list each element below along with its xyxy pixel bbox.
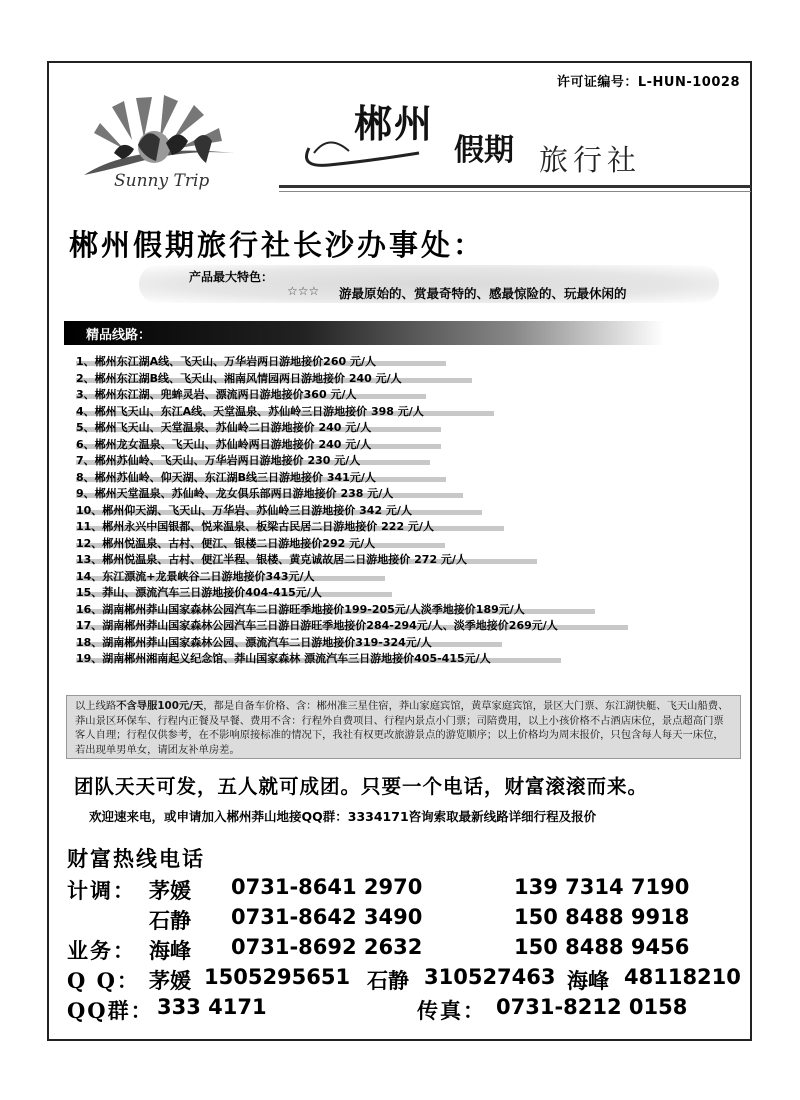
route-text: 4、郴州飞天山、东江A线、天堂温泉、苏仙岭三日游地接价 398 元/人: [76, 404, 424, 418]
route-item: [76, 485, 736, 502]
route-item: [76, 535, 736, 552]
route-text: 13、郴州悦温泉、古村、便江半程、银楼、黄克诚故居二日游地接价 272 元/人: [76, 553, 467, 566]
route-item: [76, 502, 736, 519]
route-text: 18、湖南郴州莽山国家森林公园、漂流汽车二日游地接价319-324元/人: [76, 635, 432, 649]
route-text: 6、郴州龙女温泉、飞天山、苏仙岭两日游地接价 240 元/人: [76, 437, 372, 451]
contact-mobile: 150 8488 9918: [514, 905, 690, 929]
route-text: 15、莽山、漂流汽车三日游地接价404-415元/人: [76, 586, 322, 599]
route-list: [76, 353, 736, 667]
sunny-trip-logo: [74, 83, 244, 198]
route-item: [76, 386, 736, 403]
office-title: 郴州假期旅行社长沙办事处：: [69, 228, 486, 262]
header-divider-thin: [279, 191, 751, 192]
route-text: 17、湖南郴州莽山国家森林公园汽车三日游日游旺季地接价284-294元/人、淡季地接价269元/人: [76, 619, 558, 632]
fax-label: 传真：: [417, 998, 486, 1023]
qq-group-label: QQ群：: [67, 998, 154, 1023]
contact-mobile: 139 7314 7190: [514, 875, 690, 899]
route-text: 3、郴州东江湖、兜蛑灵岩、漂流两日游地接价360 元/人: [76, 388, 357, 401]
contact-row-3: [67, 935, 136, 965]
route-item: [76, 601, 736, 618]
route-item: [76, 650, 736, 667]
route-text: 7、郴州苏仙岭、飞天山、万华岩两日游地接价 230 元/人: [76, 454, 361, 467]
qq-name: 茅媛: [149, 968, 191, 993]
route-item: [76, 436, 736, 453]
brand-sub-text: 假期: [454, 133, 514, 168]
notes-highlight: 不含导服100元/天: [116, 700, 204, 712]
contact-tel: 0731-8692 2632: [231, 935, 423, 959]
contact-mobile: 150 8488 9456: [514, 935, 690, 959]
header-divider: [279, 185, 751, 188]
notes-lead: 以上线路: [75, 700, 117, 712]
qq-number: 1505295651: [204, 965, 351, 989]
route-item: [76, 452, 736, 469]
route-item: [76, 634, 736, 651]
contact-row-1: [67, 875, 136, 905]
license-number: 许可证编号：L-HUN-10028: [556, 75, 740, 90]
route-text: 12、郴州悦温泉、古村、便江、银楼二日游地接价292 元/人: [76, 536, 376, 550]
contact-tel: 0731-8642 3490: [231, 905, 423, 929]
route-text: 5、郴州飞天山、天堂温泉、苏仙岭二日游地接价 240 元/人: [76, 421, 372, 434]
route-text: 2、郴州东江湖B线、飞天山、湘南风情园两日游地接价 240 元/人: [76, 371, 402, 385]
fax-row: [417, 995, 486, 1025]
route-text: 1、郴州东江湖A线、飞天山、万华岩两日游地接价260 元/人: [76, 355, 376, 368]
qq-group-row: [67, 995, 154, 1025]
qq-label: Q Q：: [67, 968, 140, 993]
contact-name: 石静: [149, 908, 191, 933]
route-text: 9、郴州天堂温泉、苏仙岭、龙女俱乐部两日游地接价 238 元/人: [76, 487, 394, 500]
route-text: 14、东江漂流+龙景峡谷二日游地接价343元/人: [76, 569, 315, 583]
qq-row: [67, 965, 140, 995]
route-text: 19、湖南郴州湘南起义纪念馆、莽山国家森林 漂流汽车三日游地接价405-415元/人: [76, 652, 491, 665]
contact-tel: 0731-8641 2970: [231, 875, 423, 899]
slogan: 团队天天可发，五人就可成团。只要一个电话，财富滚滚而来。: [74, 775, 649, 798]
sun-logo-icon: [74, 83, 244, 183]
flyer-page: [47, 61, 752, 1041]
route-item: [76, 469, 736, 486]
logo-script-text: Sunny Trip: [114, 171, 210, 191]
brand-main-text: 郴州: [354, 101, 435, 146]
feature-label: 产品最大特色：: [189, 270, 274, 284]
brand-logo: [289, 93, 669, 183]
route-text: 10、郴州仰天湖、飞天山、万华岩、苏仙岭三日游地接价 342 元/人: [76, 503, 412, 517]
route-text: 11、郴州永兴中国银都、悦来温泉、板梁古民居二日游地接价 222 元/人: [76, 520, 434, 533]
qq-name: 海峰: [567, 968, 609, 993]
dispatch-label: 计调：: [67, 878, 136, 903]
route-item: [76, 551, 736, 568]
contact-name: 茅媛: [149, 878, 191, 903]
sales-label: 业务：: [67, 938, 136, 963]
route-item: [76, 403, 736, 420]
route-item: [76, 419, 736, 436]
qq-group-number: 333 4171: [157, 995, 267, 1019]
route-item: [76, 518, 736, 535]
routes-heading-bar: [64, 321, 664, 345]
feature-text: 游最原始的、赏最奇特的、感最惊险的、玩最休闲的: [339, 286, 627, 301]
qq-name: 石静: [367, 968, 409, 993]
brand-type-text: 旅行社: [539, 143, 642, 177]
hotline-title: 财富热线电话: [67, 846, 205, 871]
welcome-text: 欢迎速来电，或申请加入郴州莽山地接QQ群：3334171咨询索取最新线路详细行程及报价: [89, 809, 597, 824]
star-icon: ☆☆☆: [287, 284, 320, 298]
route-item: [76, 353, 736, 370]
route-item: [76, 584, 736, 601]
qq-number: 310527463: [424, 965, 556, 989]
notes-body: ，都是自备车价格、含：郴州准三星住宿，莽山家庭宾馆，黄草家庭宾馆，景区大门票、东江湖快艇、飞天山船费、莽山景区环保车、行程内正餐及早餐、费用不含：行程外自费项目、行程内景点小门票；司陪费用，以上小孩价格不占酒店床位，景点超高门票客人自理；行程仅供参考，在不影响原接标准的情况下，我社有权更改旅游景点的游览顺序；以上价格均为周末报价，只包含每人每天一床位，若出现单男单女，请团友补单房差。: [75, 700, 729, 756]
contact-name: 海峰: [149, 938, 191, 963]
fax-number: 0731-8212 0158: [496, 995, 688, 1019]
terms-notes: [66, 695, 741, 759]
route-text: 8、郴州苏仙岭、仰天湖、东江湖B线三日游地接价 341元/人: [76, 470, 376, 484]
route-item: [76, 617, 736, 634]
routes-heading: 精品线路：: [86, 328, 152, 343]
route-item: [76, 370, 736, 387]
route-text: 16、湖南郴州莽山国家森林公园汽车二日游旺季地接价199-205元/人淡季地接价189元/人: [76, 602, 525, 616]
route-item: [76, 568, 736, 585]
qq-number: 48118210: [624, 965, 741, 989]
